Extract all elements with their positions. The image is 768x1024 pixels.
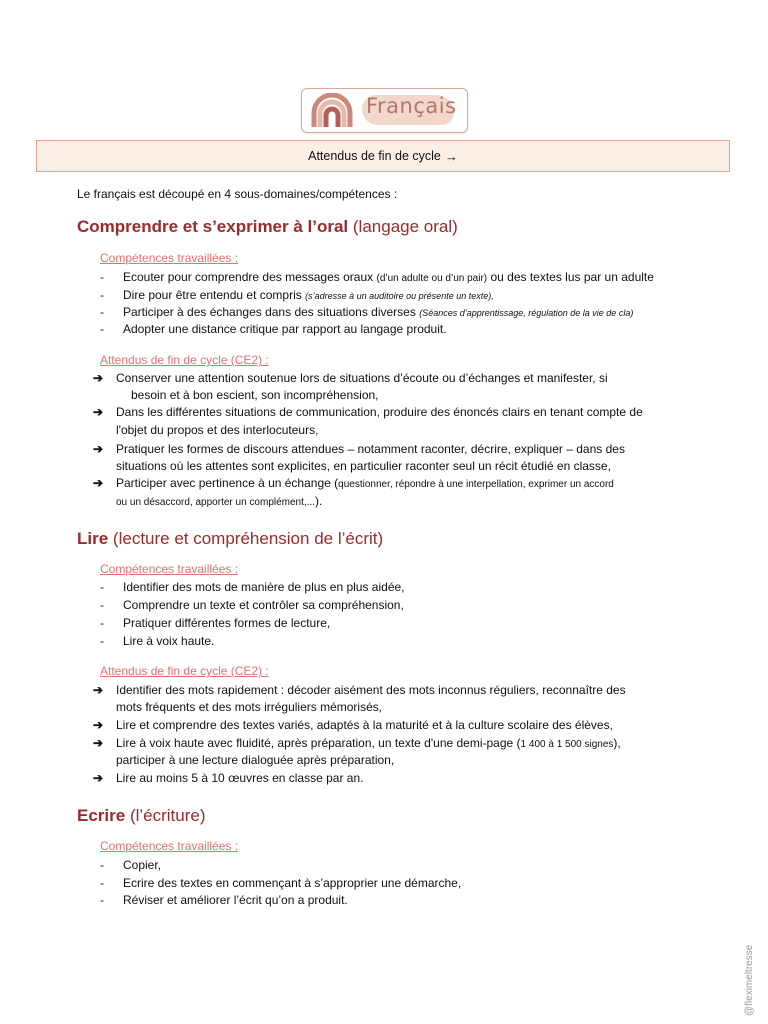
rainbow-arc-inner (326, 109, 338, 127)
subject-logo (301, 88, 468, 133)
competences-label: Compétences travaillées : (100, 251, 239, 265)
list-item-continuation: situations où les attentes sont explicites, en particulier raconter seul un récit étudié en classe, (116, 459, 611, 473)
section-title-rest: (lecture et compréhension de l’écrit) (112, 529, 384, 548)
section-title-bold: Comprendre et s’exprimer à l’oral (77, 217, 349, 236)
intro-text: Le français est découpé en 4 sous-domaines/compétences : (77, 187, 398, 201)
competences-label: Compétences travaillées : (100, 839, 239, 853)
list-item-continuation: besoin et à bon escient, son incompréhension, (131, 388, 379, 402)
arrow-right-icon: ➔ (93, 371, 104, 385)
list-item-continuation: l'objet du propos et des interlocuteurs, (116, 423, 319, 437)
section-title-bold: Ecrire (77, 806, 126, 825)
section-title-ecrire (77, 806, 206, 826)
list-item-continuation: participer à une lecture dialoguée après préparation, (116, 753, 395, 767)
section-title-oral (77, 217, 458, 237)
watermark: @fleximeltresse (744, 944, 755, 1016)
section-title-rest: (langage oral) (352, 217, 458, 236)
arrow-right-icon: ➔ (93, 771, 104, 785)
rainbow-icon (310, 93, 354, 127)
arrow-right-icon: ➔ (93, 718, 104, 732)
section-title-rest: (l’écriture) (129, 806, 206, 825)
attendus-label: Attendus de fin de cycle (CE2) : (100, 664, 269, 678)
arrow-right-icon: ➔ (93, 736, 104, 750)
cycle-banner (36, 140, 730, 172)
section-title-bold: Lire (77, 529, 109, 548)
arrow-right-icon: → (444, 148, 458, 164)
arrow-right-icon: ➔ (93, 476, 104, 490)
list-item-continuation: ou un désaccord, apporter un complément,...). (116, 494, 323, 508)
logo-title: Français (366, 94, 457, 118)
arrow-right-icon: ➔ (93, 683, 104, 697)
section-title-lire (77, 529, 383, 549)
arrow-right-icon: ➔ (93, 442, 104, 456)
attendus-label: Attendus de fin de cycle (CE2) : (100, 353, 269, 367)
list-item-continuation: mots fréquents et des mots irréguliers mémorisés, (116, 700, 383, 714)
arrow-right-icon: ➔ (93, 405, 104, 419)
banner-text: Attendus de fin de cycle (308, 149, 441, 163)
competences-label: Compétences travaillées : (100, 562, 239, 576)
